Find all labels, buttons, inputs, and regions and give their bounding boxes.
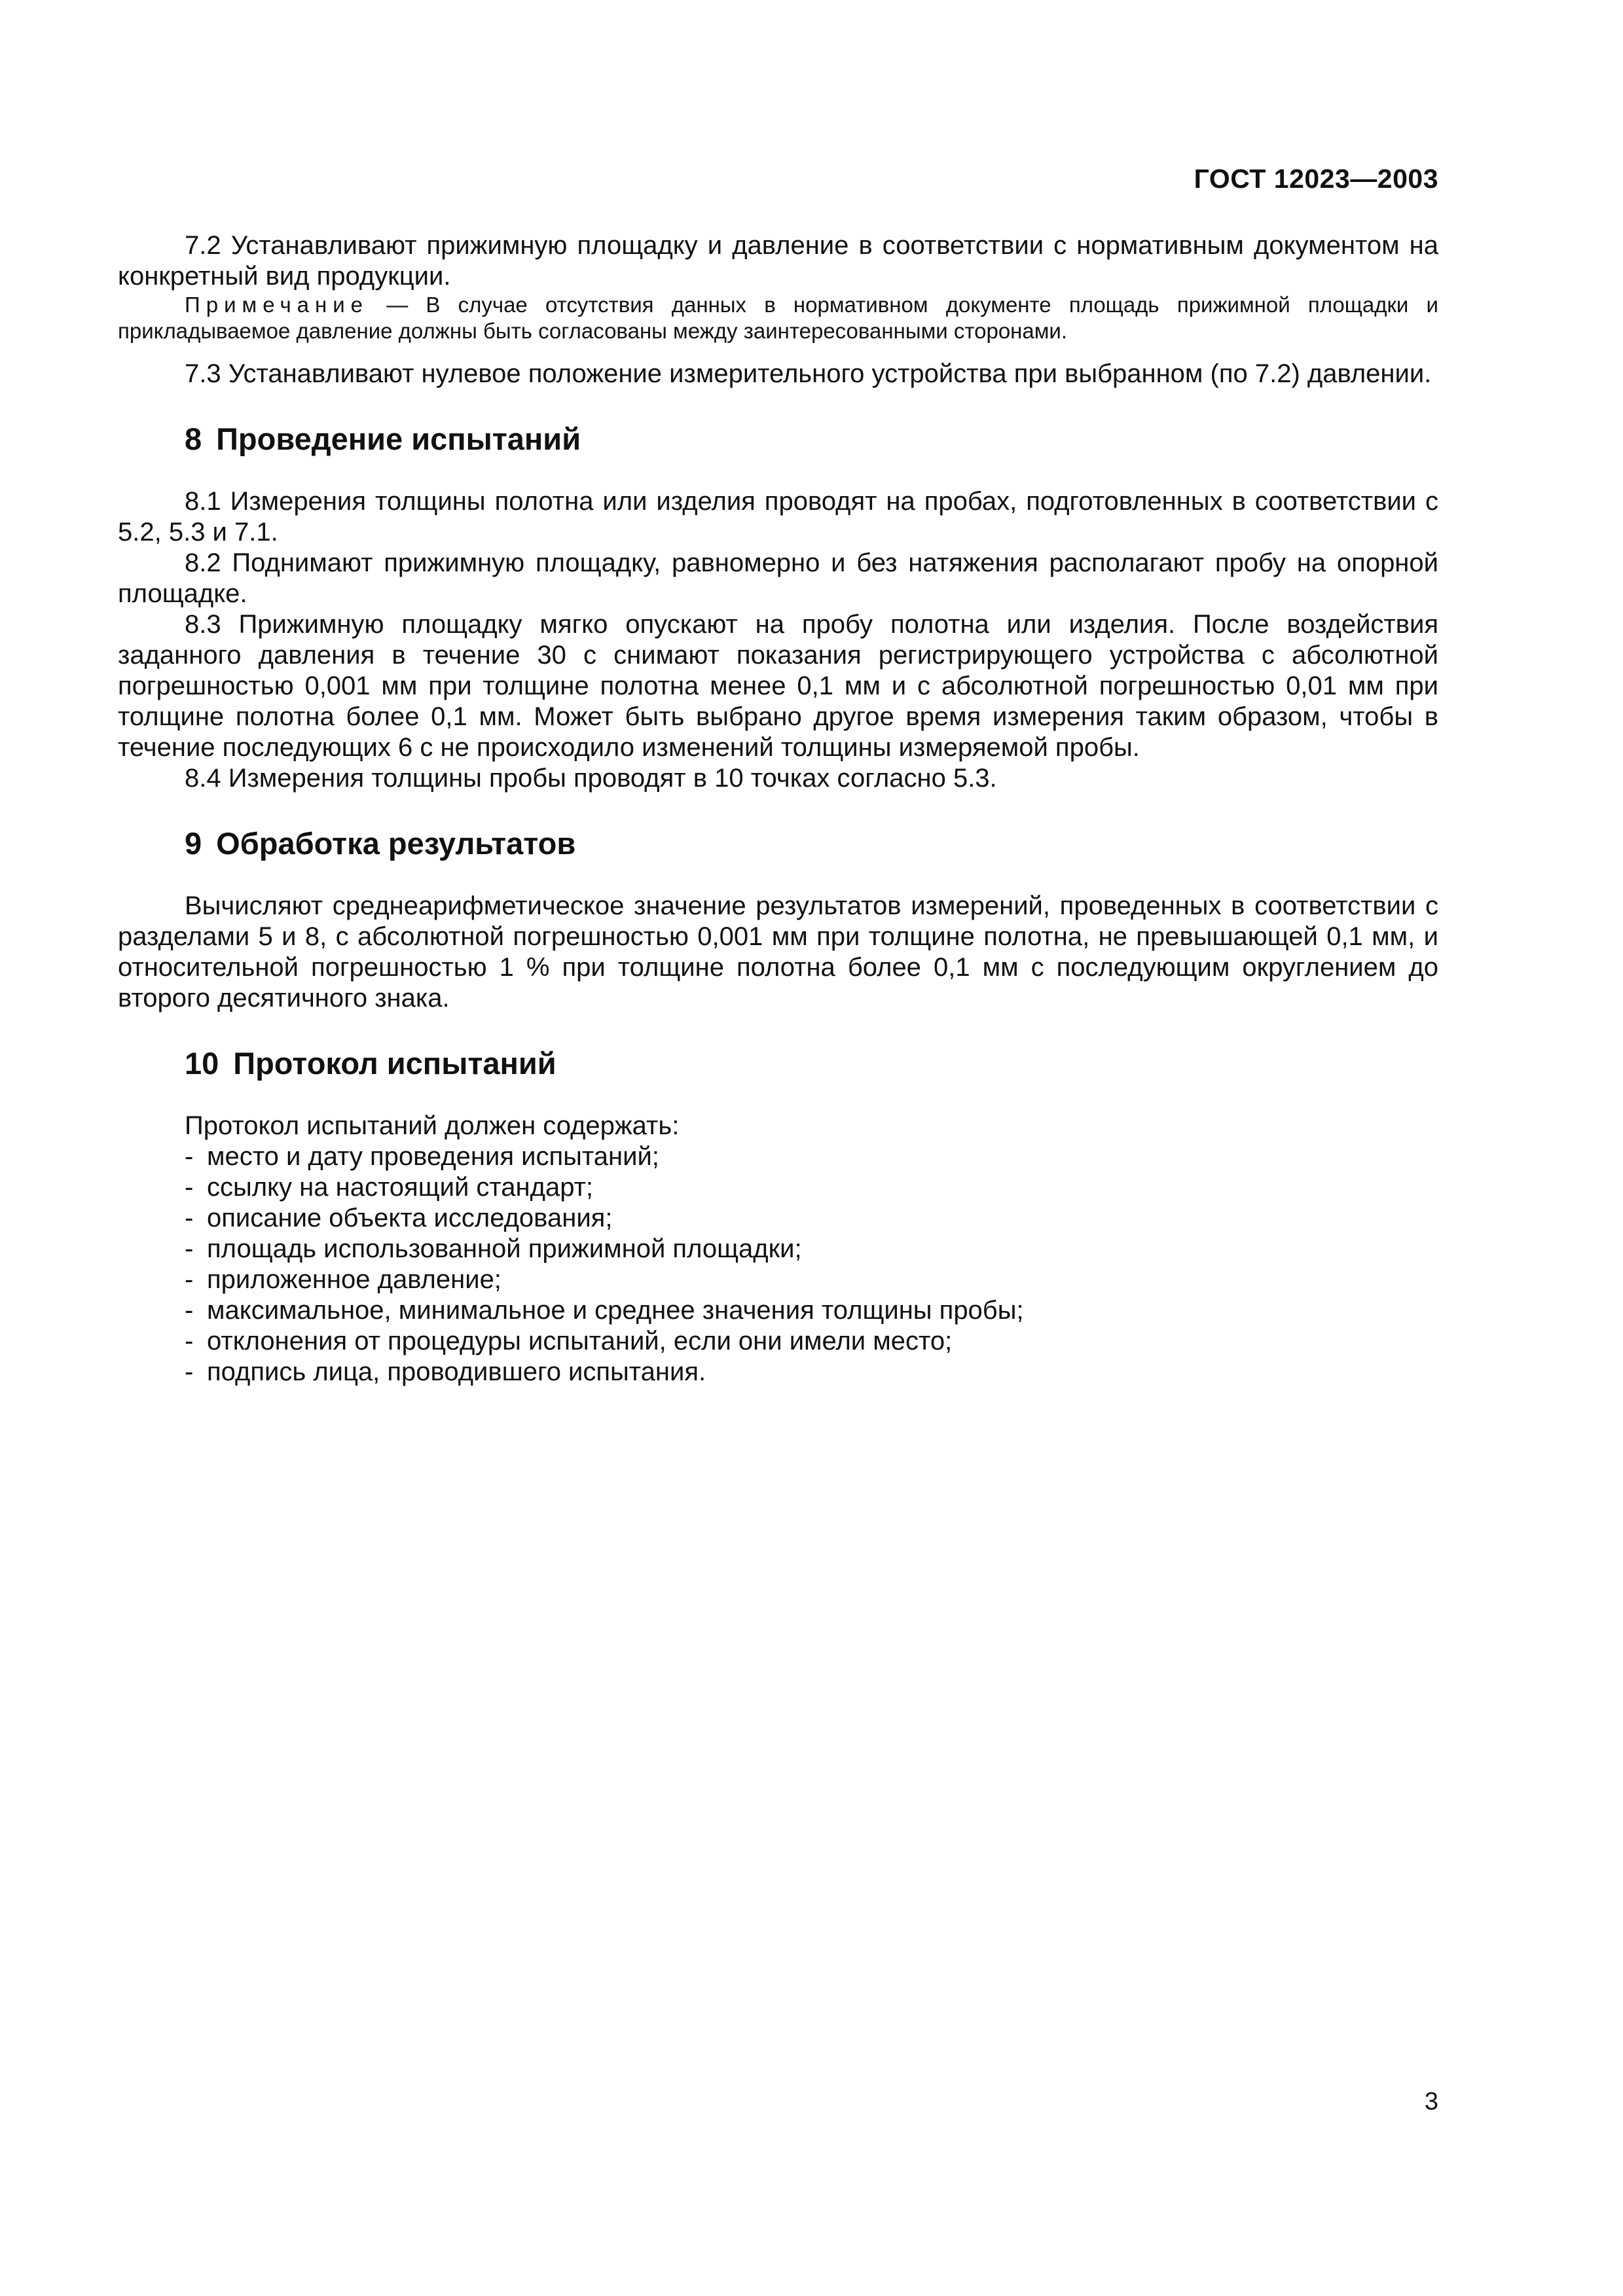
section-8-number: 8 [185,422,202,456]
report-list-intro: Протокол испытаний должен содержать: [185,1111,680,1140]
list-dash: - [185,1142,194,1171]
list-dash: - [185,1296,194,1325]
list-item [185,1295,1438,1326]
paragraph-8-1: 8.1 Измерения толщины полотна или изделия проводят на пробах, подготовленных в соответствии с 5.2, 5.3 и 7.1. [118,487,1438,547]
document-body [118,230,1438,1388]
list-item [185,1141,1438,1172]
list-item-text: место и дату проведения испытаний; [207,1142,659,1171]
section-8-title: Проведение испытаний [216,422,581,456]
paragraph-8-3: 8.3 Прижимную площадку мягко опускают на пробу полотна или изделия. После воздействия заданного давления в течение 30 с снимают показания регистрирующего устройства с абсолютной погрешностью 0,001 мм при толщине полотна менее 0,1 мм и с абсолютной погрешностью 0,01 мм при толщине полотна более 0,1 мм. Может быть выбрано другое время измерения таким образом, чтобы в течение последующих 6 с не происходило изменений толщины измеряемой пробы. [118,610,1438,762]
paragraph-7-2: 7.2 Устанавливают прижимную площадку и давление в соответствии с нормативным документом на конкретный вид продукции. [118,231,1438,291]
list-item [185,1203,1438,1234]
list-dash: - [185,1357,194,1386]
list-item-text: площадь использованной прижимной площадки; [207,1234,802,1263]
list-item-text: приложенное давление; [207,1265,501,1294]
paragraph-8-4: 8.4 Измерения толщины пробы проводят в 10 точках согласно 5.3. [185,764,997,793]
paragraph-9-body: Вычисляют среднеарифметическое значение результатов измерений, проведенных в соответствии с разделами 5 и 8, с абсолютной погрешностью 0,001 мм при толщине полотна, не превышающей 0,1 мм, и относительной погрешностью 1 % при толщине полотна более 0,1 мм с последующим округлением до второго десятичного знака. [118,891,1438,1013]
section-10-heading [118,1045,1438,1082]
page-number: 3 [1424,2088,1438,2115]
paragraph-7-3: 7.3 Устанавливают нулевое положение измерительного устройства при выбранном (по 7.2) давлении. [185,359,1432,388]
report-contents-list [118,1141,1438,1388]
list-dash: - [185,1327,194,1355]
note-label: Примечание [185,293,369,317]
section-10-title: Протокол испытаний [233,1046,556,1081]
section-9-heading [118,825,1438,862]
list-item [185,1357,1438,1388]
list-item [185,1234,1438,1265]
list-item-text: максимальное, минимальное и среднее значения толщины пробы; [207,1296,1024,1325]
list-dash: - [185,1234,194,1263]
note-paragraph [118,292,1438,344]
list-item-text: подпись лица, проводившего испытания. [207,1357,706,1386]
section-9-number: 9 [185,826,202,861]
list-item [185,1172,1438,1203]
section-10-number: 10 [185,1046,219,1081]
section-8-heading [118,421,1438,457]
list-item-text: ссылку на настоящий стандарт; [207,1173,594,1202]
list-dash: - [185,1265,194,1294]
list-dash: - [185,1173,194,1202]
list-item [185,1326,1438,1357]
list-dash: - [185,1204,194,1232]
paragraph-8-2: 8.2 Поднимают прижимную площадку, равномерно и без натяжения располагают пробу на опорной площадке. [118,548,1438,608]
list-item-text: отклонения от процедуры испытаний, если они имели место; [207,1327,953,1355]
list-item [185,1265,1438,1295]
note-text: — В случае отсутствия данных в нормативном документе площадь прижимной площадки и прикладываемое давление должны быть согласованы между заинтересованными сторонами. [118,293,1438,343]
document-header-standard-id: ГОСТ 12023—2003 [1194,164,1438,194]
list-item-text: описание объекта исследования; [207,1204,613,1232]
section-9-title: Обработка результатов [216,826,576,861]
